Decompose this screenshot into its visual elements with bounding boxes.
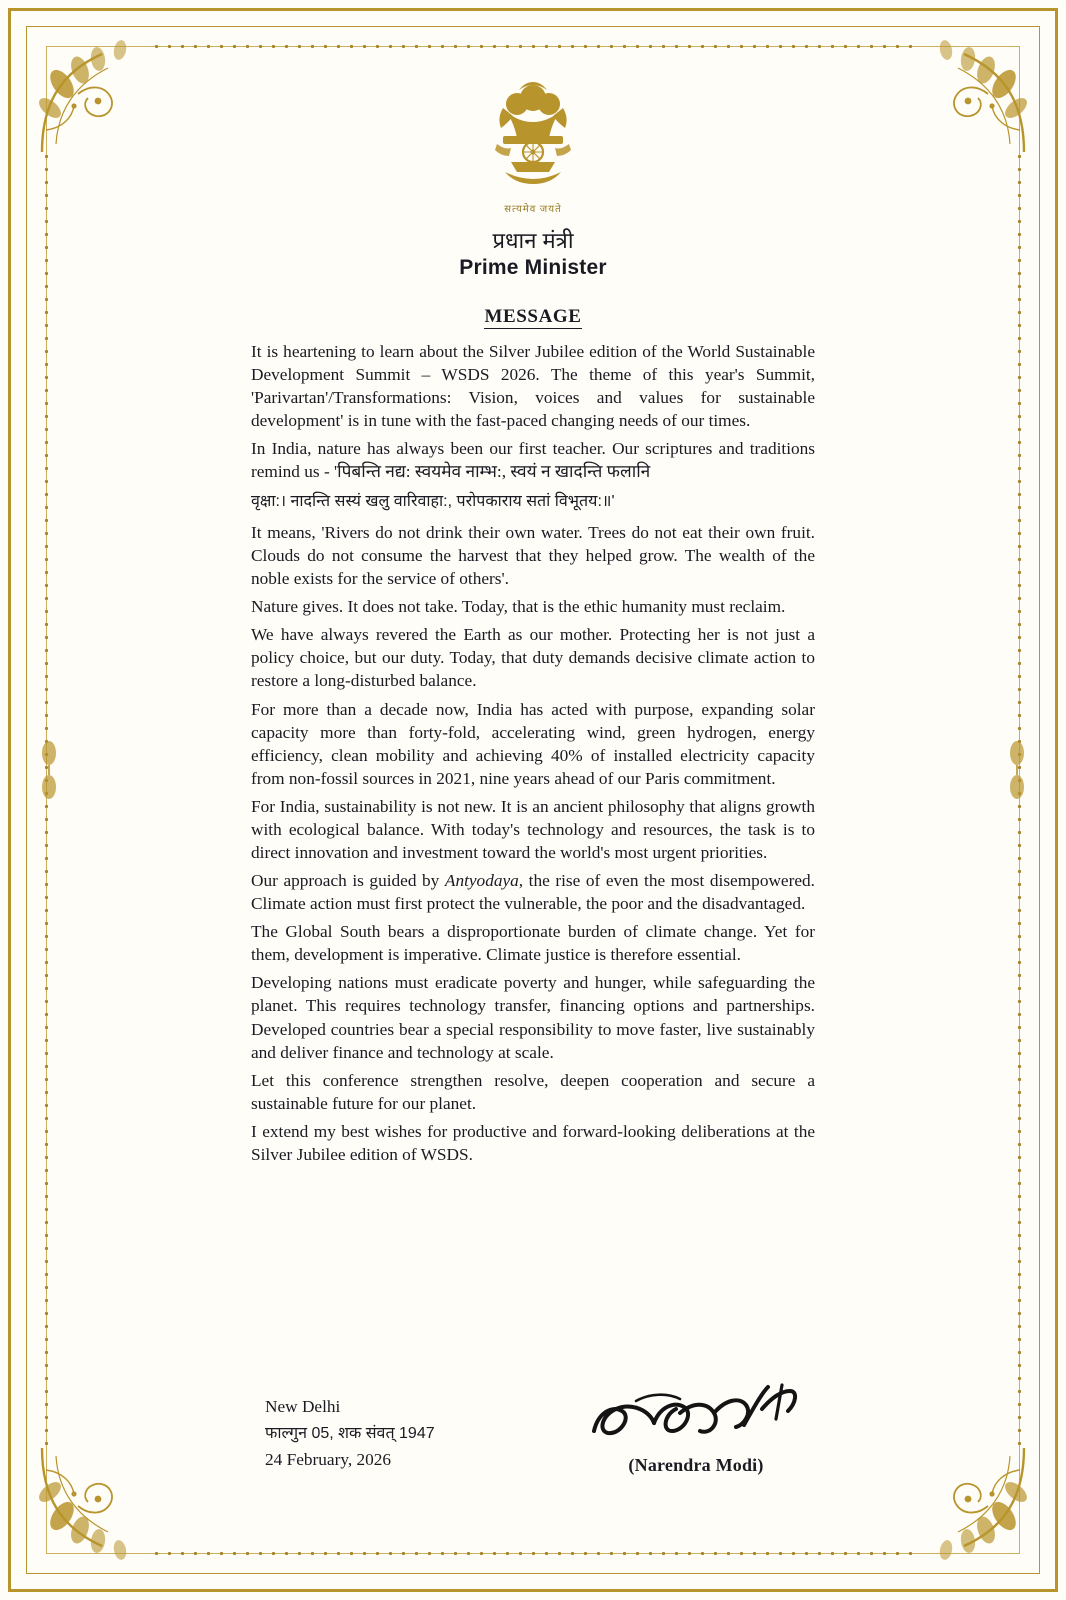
message-heading xyxy=(0,306,1066,328)
message-heading-text: MESSAGE xyxy=(484,305,582,327)
paragraph: We have always revered the Earth as our mother. Protecting her is not just a policy choice, but our duty. Today, that duty demands decisive climate action to restore a long-disturbed balance. xyxy=(251,625,815,691)
paragraph-antyodaya xyxy=(251,869,815,915)
antyodaya-term: Antyodaya xyxy=(444,871,519,891)
date-english: 24 February, 2026 xyxy=(265,1450,392,1470)
dotted-border-bottom xyxy=(150,1547,916,1560)
handwritten-signature-icon xyxy=(566,1379,826,1453)
page-title-hindi: प्रधान मंत्री xyxy=(492,228,574,253)
paragraph: Let this conference strengthen resolve, deepen cooperation and secure a sustainable future for our planet. xyxy=(251,1070,815,1113)
sanskrit-verse-line: वृक्षा:। नादन्ति सस्यं खलु वारिवाहा:, परोपकाराय सतां विभूतय:॥' xyxy=(251,492,615,510)
paragraph: I extend my best wishes for productive and forward-looking deliberations at the Silver Jubilee edition of WSDS. xyxy=(251,1121,815,1164)
paragraph: The Global South bears a disproportionate burden of climate change. Yet for them, development is imperative. Climate justice is therefore essential. xyxy=(251,922,815,965)
place-name: New Delhi xyxy=(265,1397,341,1417)
paragraph: In India, nature has always been our first teacher. Our scriptures and traditions remind us - 'पिबन्ति नद्य: स्वयमेव नाम्भ:, स्वयं न खादन्ति फलानि xyxy=(251,438,815,481)
antyodaya-before: Our approach is guided by xyxy=(251,871,445,891)
paragraph: It means, 'Rivers do not drink their own water. Trees do not eat their own fruit. Clouds do not consume the harvest that they helped grow. The wealth of the noble exists for the service of others'. xyxy=(251,522,815,589)
signature-block xyxy=(566,1379,826,1476)
paragraph: For more than a decade now, India has acted with purpose, expanding solar capacity more than forty-fold, accelerating wind, green hydrogen, energy efficiency, clean mobility and achieving 40% of installed electricity capacity from non-fossil sources in 2021, nine years ahead of our Paris commitment. xyxy=(251,699,815,788)
paragraph: It is heartening to learn about the Silver Jubilee edition of the World Sustainable Development Summit – WSDS 2026. The theme of this year's Summit, 'Parivartan'/Transformations: Vision, voices and values for sustainable development' is in tune with the fast-paced changing needs of our times. xyxy=(251,341,815,430)
antyodaya-after: , the rise of even the most disempowered. Climate action must first protect the vulnerable, the poor and the disadvantaged. xyxy=(251,871,815,914)
message-body xyxy=(251,340,815,1167)
place-and-date-block xyxy=(265,1393,435,1474)
document-footer xyxy=(0,1324,1066,1504)
ashoka-lion-capital-icon xyxy=(473,78,593,200)
date-hindi: फाल्गुन 05, शक संवत् 1947 xyxy=(265,1424,435,1442)
signatory-name: (Narendra Modi) xyxy=(628,1455,764,1475)
paragraph: Developing nations must eradicate poverty and hunger, while safeguarding the planet. This requires technology transfer, financing options and partnerships. Developed countries bear a special responsibility to move faster, live sustainably and deliver finance and technology at scale. xyxy=(251,973,815,1062)
page-title-english: Prime Minister xyxy=(459,255,607,279)
emblem-motto: सत्यमेव जयते xyxy=(504,204,562,215)
national-emblem-block xyxy=(0,78,1066,215)
paragraph: For India, sustainability is not new. It is an ancient philosophy that aligns growth with ecological balance. With today's technology and resources, the task is to direct innovation and investment toward the world's most urgent priorities. xyxy=(251,796,815,862)
paragraph: Nature gives. It does not take. Today, that is the ethic humanity must reclaim. xyxy=(251,597,786,617)
document-content xyxy=(0,78,1066,1171)
dotted-border-top xyxy=(150,40,916,53)
